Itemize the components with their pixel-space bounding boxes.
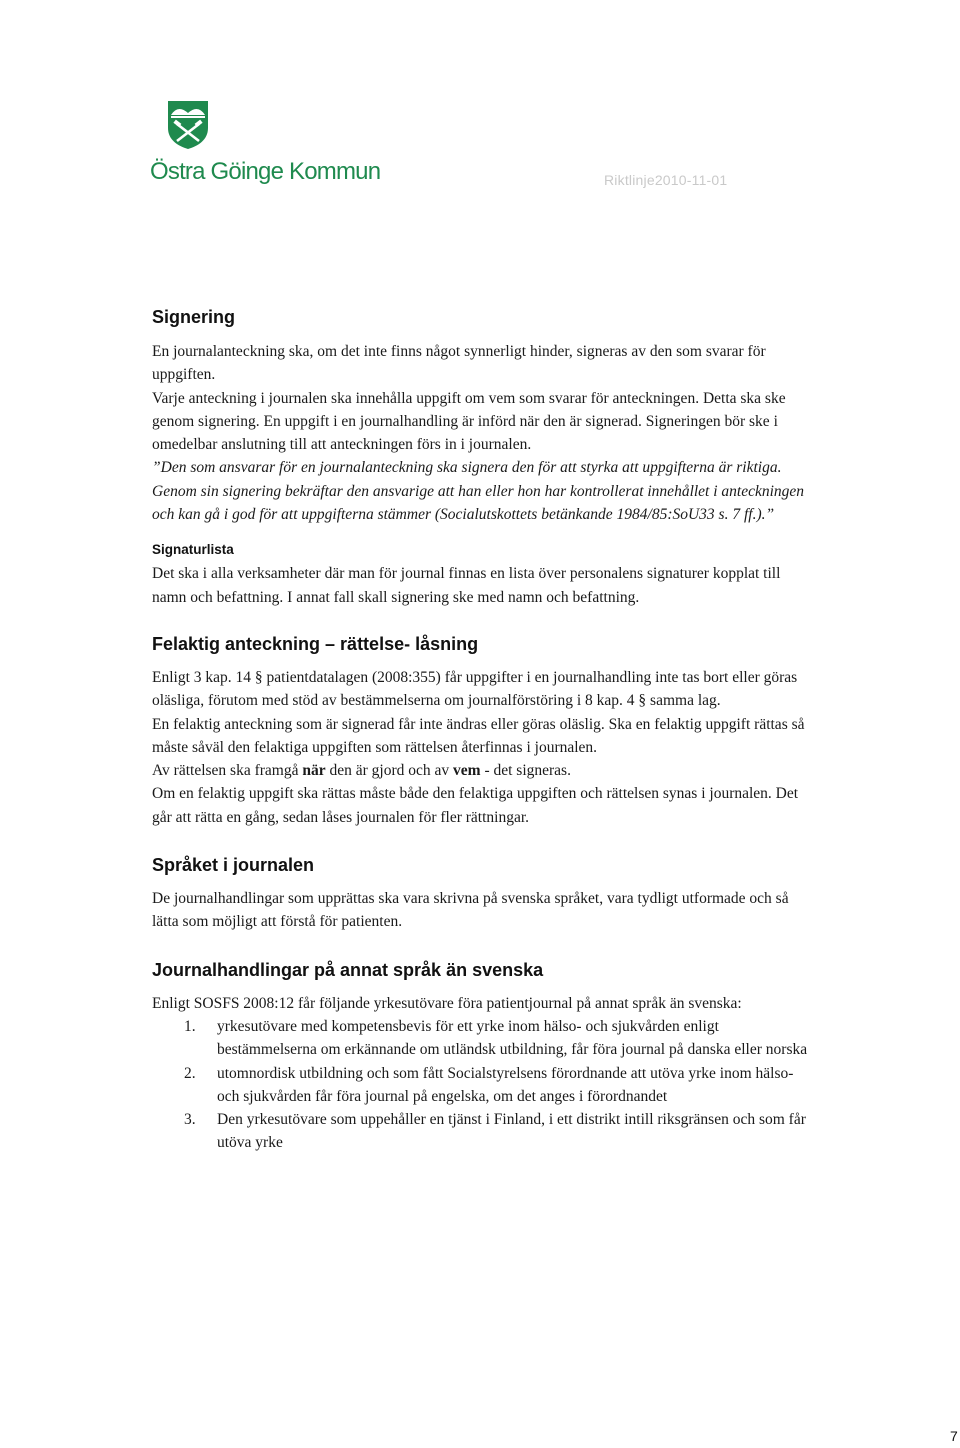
- signering-paragraph-1: En journalanteckning ska, om det inte finns något synnerligt hinder, signeras av den som svarar för uppgiften.: [152, 343, 766, 384]
- heading-spraket: Språket i journalen: [152, 855, 315, 876]
- felaktig-paragraph-2: En felaktig anteckning som är signerad får inte ändras eller göras oläslig. Ska en felaktig uppgift rättas så måste såväl den felaktiga uppgiften som rättelsen återfinnas i journalen.: [152, 715, 805, 756]
- quote-lead: ”Den som ansvarar för en journalanteckning ska signera den för att styrka att uppgifterna är riktiga.: [152, 459, 782, 477]
- municipality-name: Östra Göinge Kommun: [150, 158, 381, 185]
- document-reference: Riktlinje2010-11-01: [604, 172, 728, 188]
- yrkesutovare-list: [152, 1015, 812, 1155]
- heading-annat-sprak: Journalhandlingar på annat språk än svenska: [152, 959, 544, 980]
- signering-paragraph-2: Varje anteckning i journalen ska innehålla uppgift om vem som svarar för anteckningen. Detta ska ske genom signering. En uppgift i en journalhandling är införd när den är signerad. Signeringen bör ske i omedelbar anslutning till att anteckningen förs in i journalen.: [152, 389, 786, 454]
- signering-quote: [152, 456, 812, 526]
- list-item: 1. yrkesutövare med kompetensbevis för ett yrke inom hälso- och sjukvården enligt bestämmelserna om erkännande om utländsk utbildning, får föra journal på danska eller norska: [184, 1017, 808, 1059]
- spraket-paragraph: De journalhandlingar som upprättas ska vara skrivna på svenska språket, vara tydligt utformade och så lätta som möjligt att förstå för patienten.: [152, 890, 789, 931]
- heading-signering: Signering: [152, 307, 236, 327]
- felaktig-paragraph-1: Enligt 3 kap. 14 § patientdatalagen (2008:355) får uppgifter i en journalhandling inte tas bort eller göras oläsliga, förutom med stöd av bestämmelserna om journalförstöring i 8 kap. 4 § samma lag.: [152, 668, 798, 710]
- heading-signaturlista: Signaturlista: [152, 542, 234, 558]
- heading-felaktig-anteckning: Felaktig anteckning – rättelse- låsning: [152, 633, 479, 654]
- municipality-logo: [150, 100, 381, 192]
- signaturlista-paragraph: Det ska i alla verksamheter där man för journal finnas en lista över personalens signaturer kopplat till namn och befattning. I annat fall skall signering ske med namn och befattning.: [152, 565, 781, 606]
- annat-sprak-paragraph: Enligt SOSFS 2008:12 får följande yrkesutövare föra patientjournal på annat språk än svenska:: [152, 994, 742, 1012]
- page-number: 7: [950, 1428, 958, 1444]
- emphasis-nar: när: [302, 762, 326, 780]
- coat-of-arms-icon: [167, 100, 209, 150]
- list-item: 2. utomnordisk utbildning och som fått Socialstyrelsens förordnande att utöva yrke inom hälso- och sjukvården får föra journal på engelska, om det anges i förordnandet: [184, 1064, 794, 1105]
- emphasis-vem: vem: [453, 762, 481, 780]
- list-item: 3. Den yrkesutövare som uppehåller en tjänst i Finland, i ett distrikt intill riksgränsen och som får utöva yrke: [184, 1111, 806, 1152]
- felaktig-paragraph-4: Om en felaktig uppgift ska rättas måste både den felaktiga uppgiften och rättelsen synas i journalen. Det går att rätta en gång, sedan låses journalen för fler rättningar.: [152, 785, 799, 826]
- quote-rest: Genom sin signering bekräftar den ansvarige att han eller hon har kontrollerat innehållet i anteckningen och kan gå i god för att uppgifterna stämmer (Socialutskottets betänkande 1984/85:SoU33 s. 7 ff.).”: [152, 482, 805, 524]
- document-body: [152, 303, 812, 1155]
- felaktig-paragraph-3: Av rättelsen ska framgå när den är gjord och av vem - det signeras.: [152, 762, 571, 780]
